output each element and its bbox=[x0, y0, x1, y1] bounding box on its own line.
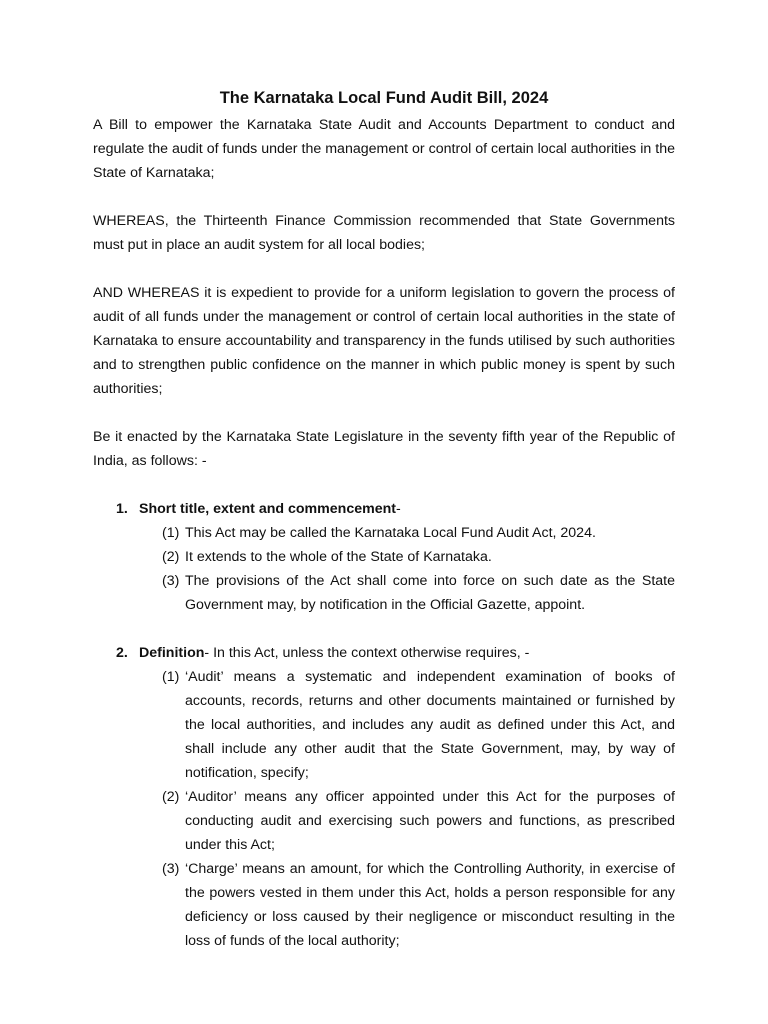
clause-list bbox=[93, 521, 675, 617]
section-title: Short title, extent and commencement bbox=[139, 501, 397, 517]
list-item bbox=[93, 521, 675, 545]
clause-text: ‘Auditor’ means any officer appointed under this Act for the purposes of conducting audit and exercising such powers and functions, as prescribed under this Act; bbox=[185, 789, 675, 853]
and-whereas-paragraph: AND WHEREAS it is expedient to provide for a uniform legislation to govern the process of audit of all funds under the management or control of certain local authorities in the state of Karnataka to ensure accountability and transparency in the funds utilised by such authorities and to strengthen public confidence on the manner in which public money is spent by such authorities; bbox=[93, 285, 675, 397]
whereas-paragraph: WHEREAS, the Thirteenth Finance Commission recommended that State Governments must put in place an audit system for all local bodies; bbox=[93, 213, 675, 253]
clause-number: (1) bbox=[162, 669, 180, 685]
list-item bbox=[93, 569, 675, 617]
clause-text: ‘Charge’ means an amount, for which the Controlling Authority, in exercise of the powers vested in them under this Act, holds a person responsible for any deficiency or loss caused by their negligence or misconduct resulting in the loss of funds of the local authority; bbox=[185, 861, 675, 949]
clause-text: ‘Audit’ means a systematic and independent examination of books of accounts, records, returns and other documents maintained or furnished by the local authorities, and includes any audit as defined under this Act, and shall include any other audit that the State Government, may, by way of notification, specify; bbox=[185, 669, 675, 781]
document-title: The Karnataka Local Fund Audit Bill, 2024 bbox=[219, 89, 549, 107]
clause-list bbox=[93, 665, 675, 953]
clause-text: The provisions of the Act shall come into force on such date as the State Government may, by notification in the Official Gazette, appoint. bbox=[185, 573, 675, 613]
clause-number: (2) bbox=[162, 789, 180, 805]
section-2 bbox=[93, 641, 675, 953]
section-title-suffix: - bbox=[396, 501, 401, 517]
preamble-paragraph: A Bill to empower the Karnataka State Audit and Accounts Department to conduct and regulate the audit of funds under the management or control of certain local authorities in the State of Karnataka; bbox=[93, 117, 675, 181]
list-item bbox=[93, 545, 675, 569]
section-heading bbox=[93, 641, 675, 665]
section-1 bbox=[93, 497, 675, 617]
clause-number: (1) bbox=[162, 525, 180, 541]
section-number: 2. bbox=[116, 645, 128, 661]
list-item bbox=[93, 785, 675, 857]
clause-text: It extends to the whole of the State of Karnataka. bbox=[185, 549, 492, 565]
document-body bbox=[93, 87, 675, 977]
section-heading bbox=[93, 497, 675, 521]
section-title-suffix: - In this Act, unless the context otherwise requires, - bbox=[204, 645, 530, 661]
section-number: 1. bbox=[116, 501, 128, 517]
clause-number: (3) bbox=[162, 861, 180, 877]
enactment-paragraph: Be it enacted by the Karnataka State Legislature in the seventy fifth year of the Republic of India, as follows: - bbox=[93, 429, 675, 469]
section-title: Definition bbox=[139, 645, 205, 661]
list-item bbox=[93, 665, 675, 785]
clause-number: (3) bbox=[162, 573, 180, 589]
list-item bbox=[93, 857, 675, 953]
clause-number: (2) bbox=[162, 549, 180, 565]
clause-text: This Act may be called the Karnataka Local Fund Audit Act, 2024. bbox=[185, 525, 596, 541]
